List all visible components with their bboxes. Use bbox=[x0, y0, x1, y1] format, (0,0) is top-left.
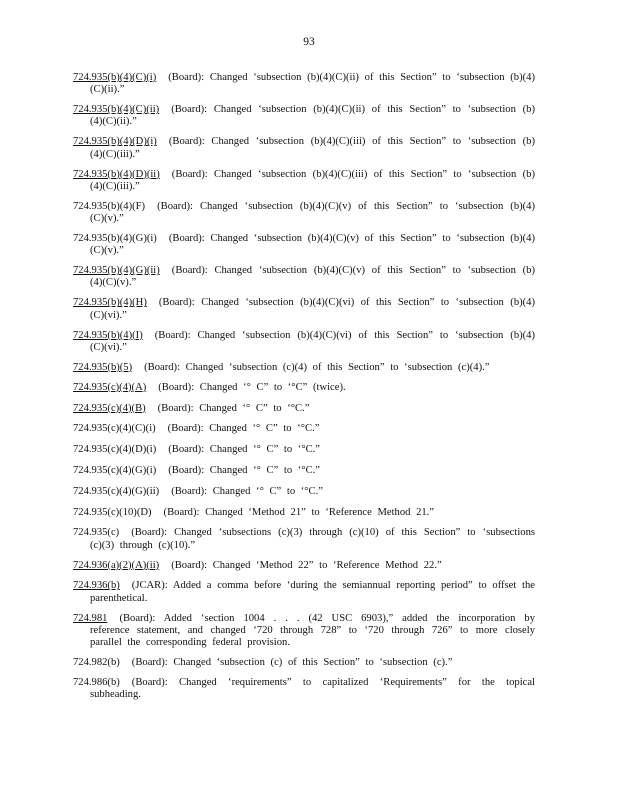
amendment-entry bbox=[73, 104, 535, 128]
amendment-entry bbox=[73, 423, 535, 435]
section-reference: 724.935(c)(10)(D) bbox=[73, 506, 152, 518]
section-reference: 724.936(b) bbox=[73, 580, 120, 592]
section-reference: 724.935(c)(4)(C)(i) bbox=[73, 423, 156, 435]
section-reference: 724.935(b)(4)(C)(i) bbox=[73, 72, 157, 83]
page-number: 93 bbox=[303, 36, 315, 48]
amendment-text: (Board): Changed ‘subsection (b)(4)(C)(v) of this Section” to ‘subsection (b)(4)(C)(v).” bbox=[90, 233, 535, 257]
amendment-text: (Board): Changed ‘subsection (b)(4)(C)(ii) of this Section” to ‘subsection (b)(4)(C)(ii).” bbox=[90, 72, 535, 96]
amendment-entry bbox=[73, 486, 535, 498]
amendment-text: (Board): Changed ‘subsection (b)(4)(C)(vi) of this Section” to ‘subsection (b)(4)(C)(vi).” bbox=[90, 329, 535, 353]
amendment-list bbox=[73, 72, 535, 709]
amendment-entry bbox=[73, 265, 535, 289]
section-reference: 724.935(b)(4)(H) bbox=[73, 297, 147, 309]
amendment-text: (Board): Changed ‘° C” to ‘°C.” bbox=[168, 444, 320, 456]
amendment-entry bbox=[73, 362, 535, 374]
amendment-text: (Board): Changed ‘subsection (b)(4)(C)(iii) of this Section” to ‘subsection (b)(4)(C)(iii).” bbox=[90, 168, 535, 192]
amendment-text: (Board): Changed ‘Method 22” to ‘Reference Method 22.” bbox=[171, 559, 442, 571]
amendment-entry bbox=[73, 465, 535, 477]
section-reference: 724.935(b)(4)(F) bbox=[73, 200, 146, 212]
amendment-text: (Board): Changed ‘subsection (c)(4) of this Section” to ‘subsection (c)(4).” bbox=[144, 361, 490, 373]
section-reference: 724.936(a)(2)(A)(ii) bbox=[73, 559, 160, 571]
amendment-text: (Board): Changed ‘° C” to ‘°C.” bbox=[157, 402, 310, 414]
amendment-text: (Board): Changed ‘subsection (b)(4)(C)(v) of this Section” to ‘subsection (b)(4)(C)(v).” bbox=[90, 265, 535, 289]
section-reference: 724.935(c)(4)(B) bbox=[73, 402, 146, 414]
section-reference: 724.935(b)(4)(D)(ii) bbox=[73, 168, 160, 180]
amendment-entry bbox=[73, 297, 535, 321]
amendment-text: (Board): Changed ‘requirements” to capitalized ‘Requirements” for the topical subheading. bbox=[90, 677, 535, 701]
section-reference: 724.935(b)(4)(D)(i) bbox=[73, 136, 157, 148]
amendment-text: (Board): Changed ‘subsection (b)(4)(C)(vi) of this Section” to ‘subsection (b)(4)(C)(vi).” bbox=[90, 297, 535, 321]
amendment-entry bbox=[73, 233, 535, 257]
amendment-text: (Board): Added ‘section 1004 . . . (42 USC 6903),” added the incorporation by reference statement, and changed ‘720 through 728” to ‘720 through 726” to more closely parallel the corresponding federal provision. bbox=[90, 612, 535, 649]
section-reference: 724.982(b) bbox=[73, 657, 120, 669]
amendment-text: (Board): Changed ‘subsection (b)(4)(C)(v) of this Section” to ‘subsection (b)(4)(C)(v).” bbox=[90, 200, 535, 225]
amendment-text: (Board): Changed ‘subsection (b)(4)(C)(iii) of this Section” to ‘subsection (b)(4)(C)(iii).” bbox=[90, 136, 535, 160]
amendment-entry bbox=[73, 136, 535, 160]
amendment-entry bbox=[73, 444, 535, 456]
amendment-text: (Board): Changed ‘Method 21” to ‘Reference Method 21.” bbox=[163, 506, 435, 518]
section-reference: 724.935(b)(4)(G)(ii) bbox=[73, 265, 160, 277]
section-reference: 724.935(c)(4)(A) bbox=[73, 381, 147, 393]
section-reference: 724.935(c) bbox=[73, 527, 120, 539]
section-reference: 724.935(c)(4)(D)(i) bbox=[73, 444, 157, 456]
amendment-entry bbox=[73, 527, 535, 551]
amendment-entry bbox=[73, 580, 535, 604]
amendment-entry bbox=[73, 560, 535, 572]
amendment-entry bbox=[73, 507, 535, 519]
section-reference: 724.935(b)(4)(I) bbox=[73, 329, 143, 341]
section-reference: 724.935(b)(4)(G)(i) bbox=[73, 233, 157, 245]
amendment-entry bbox=[73, 657, 535, 669]
section-reference: 724.935(c)(4)(G)(ii) bbox=[73, 485, 160, 497]
amendment-text: (Board): Changed ‘subsections (c)(3) through (c)(10) of this Section” to ‘subsections (c)(3) through (c)(10).” bbox=[90, 527, 535, 551]
amendment-entry bbox=[73, 677, 535, 701]
section-reference: 724.935(b)(4)(C)(ii) bbox=[73, 104, 160, 116]
section-reference: 724.986(b) bbox=[73, 677, 120, 689]
amendment-entry bbox=[73, 613, 535, 650]
amendment-entry bbox=[73, 201, 535, 225]
amendment-text: (Board): Changed ‘° C” to ‘°C” (twice). bbox=[158, 381, 346, 393]
amendment-text: (Board): Changed ‘° C” to ‘°C.” bbox=[171, 485, 323, 497]
amendment-text: (Board): Changed ‘° C” to ‘°C.” bbox=[167, 423, 320, 435]
section-reference: 724.935(c)(4)(G)(i) bbox=[73, 465, 157, 477]
amendment-entry bbox=[73, 403, 535, 415]
amendment-entry bbox=[73, 169, 535, 193]
amendment-entry bbox=[73, 382, 535, 394]
section-reference: 724.981 bbox=[73, 612, 108, 624]
amendment-text: (Board): Changed ‘subsection (c) of this Section” to ‘subsection (c).” bbox=[131, 657, 453, 669]
section-reference: 724.935(b)(5) bbox=[73, 361, 133, 373]
amendment-text: (Board): Changed ‘° C” to ‘°C.” bbox=[168, 465, 320, 477]
amendment-text: (JCAR): Added a comma before ‘during the semiannual reporting period” to offset the parenthetical. bbox=[90, 580, 535, 604]
amendment-entry bbox=[73, 72, 535, 96]
amendment-text: (Board): Changed ‘subsection (b)(4)(C)(ii) of this Section” to ‘subsection (b)(4)(C)(ii).” bbox=[90, 104, 535, 128]
amendment-entry bbox=[73, 330, 535, 354]
